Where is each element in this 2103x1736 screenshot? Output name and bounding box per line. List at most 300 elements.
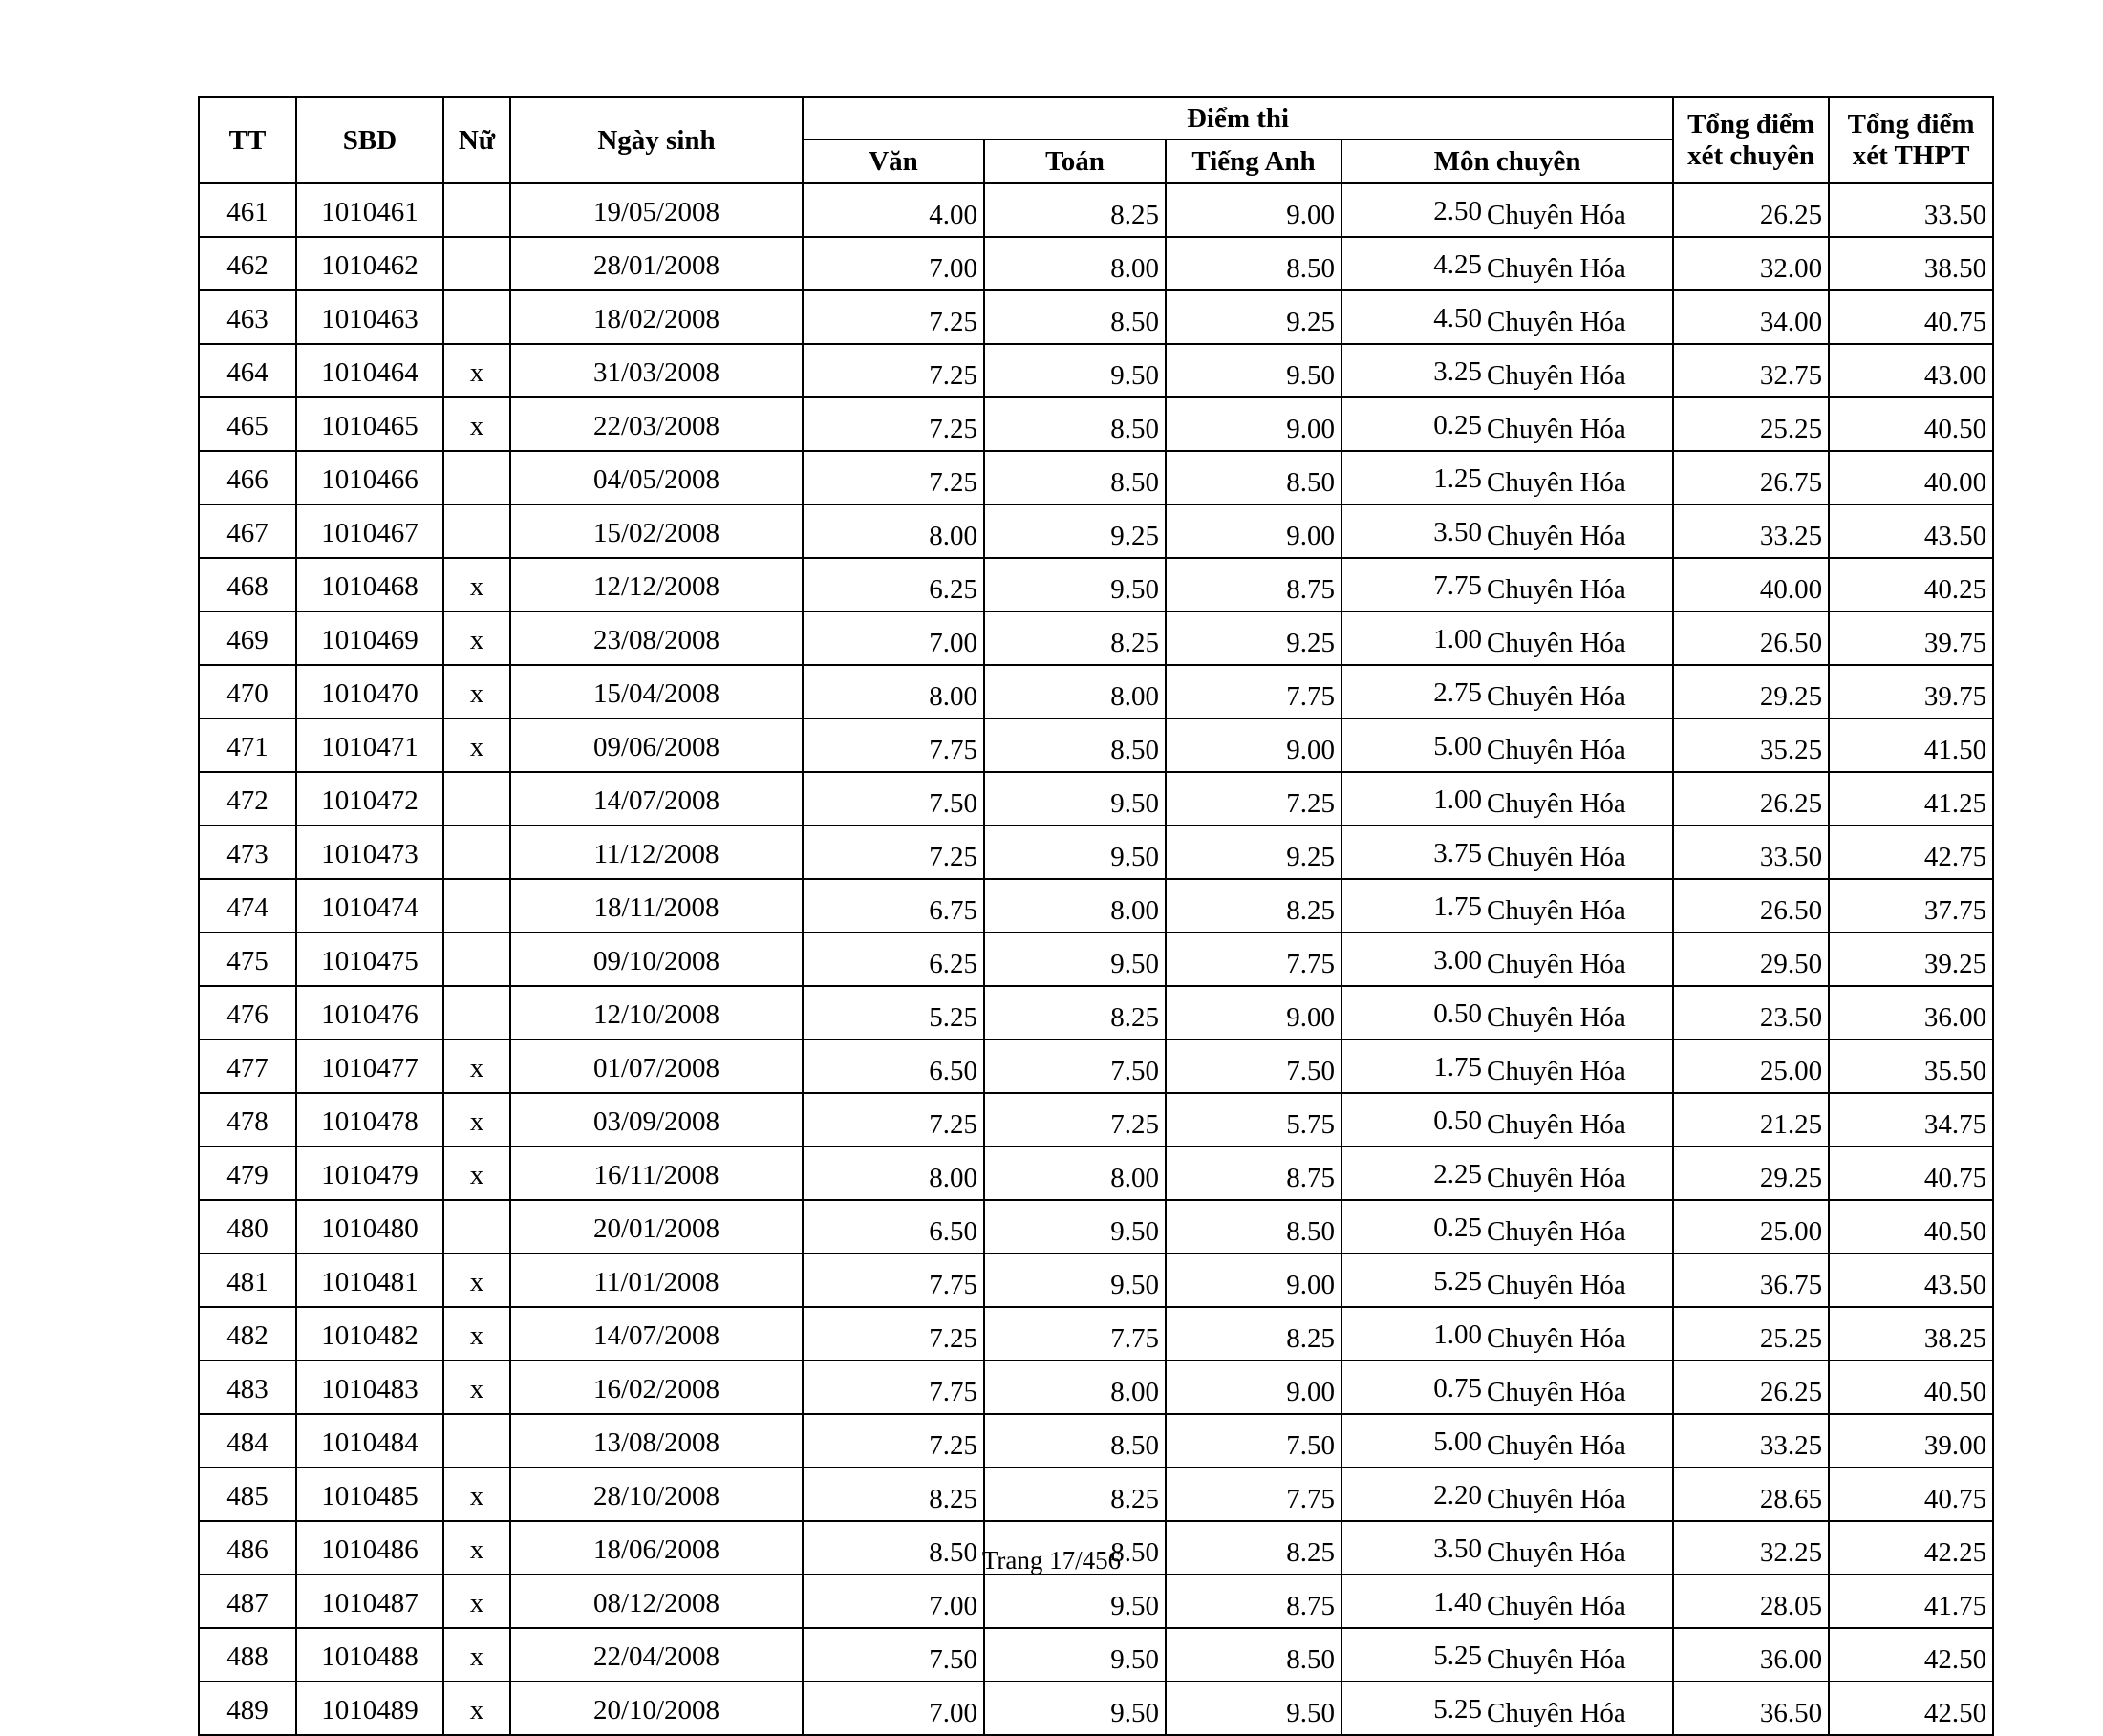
cell-ngay-sinh: 08/12/2008 bbox=[510, 1575, 803, 1628]
cell-toan: 8.50 bbox=[984, 1414, 1166, 1468]
cell-van: 8.00 bbox=[803, 504, 984, 558]
cell-mon-chuyen: Chuyên Hóa bbox=[1484, 1414, 1673, 1468]
cell-tieng-anh: 9.00 bbox=[1166, 1254, 1341, 1307]
cell-tieng-anh: 5.75 bbox=[1166, 1093, 1341, 1147]
cell-mon-chuyen: Chuyên Hóa bbox=[1484, 665, 1673, 718]
cell-toan: 9.50 bbox=[984, 825, 1166, 879]
cell-sbd: 1010480 bbox=[296, 1200, 443, 1254]
cell-tt: 480 bbox=[199, 1200, 296, 1254]
cell-tong-thpt: 39.75 bbox=[1829, 665, 1993, 718]
cell-diem-chuyen: 0.50 bbox=[1341, 986, 1484, 1039]
cell-sbd: 1010470 bbox=[296, 665, 443, 718]
cell-tong-thpt: 39.75 bbox=[1829, 611, 1993, 665]
cell-diem-chuyen: 3.75 bbox=[1341, 825, 1484, 879]
cell-diem-chuyen: 3.25 bbox=[1341, 344, 1484, 397]
cell-tong-chuyen: 26.50 bbox=[1673, 611, 1829, 665]
cell-tieng-anh: 8.25 bbox=[1166, 1307, 1341, 1361]
cell-tong-chuyen: 32.25 bbox=[1673, 1521, 1829, 1575]
cell-diem-chuyen: 1.25 bbox=[1341, 451, 1484, 504]
cell-mon-chuyen: Chuyên Hóa bbox=[1484, 825, 1673, 879]
cell-tt: 463 bbox=[199, 290, 296, 344]
cell-toan: 8.00 bbox=[984, 1147, 1166, 1200]
cell-sbd: 1010482 bbox=[296, 1307, 443, 1361]
cell-tt: 478 bbox=[199, 1093, 296, 1147]
cell-sbd: 1010461 bbox=[296, 183, 443, 237]
cell-toan: 8.00 bbox=[984, 665, 1166, 718]
cell-tong-thpt: 40.00 bbox=[1829, 451, 1993, 504]
cell-ngay-sinh: 18/11/2008 bbox=[510, 879, 803, 932]
cell-toan: 7.75 bbox=[984, 1307, 1166, 1361]
col-header-tong-chuyen: Tổng điểm xét chuyên bbox=[1673, 97, 1829, 183]
cell-toan: 8.50 bbox=[984, 290, 1166, 344]
cell-tong-thpt: 40.75 bbox=[1829, 1147, 1993, 1200]
cell-tong-chuyen: 25.00 bbox=[1673, 1200, 1829, 1254]
cell-tong-thpt: 35.50 bbox=[1829, 1039, 1993, 1093]
cell-ngay-sinh: 22/04/2008 bbox=[510, 1628, 803, 1682]
cell-tong-chuyen: 25.25 bbox=[1673, 397, 1829, 451]
cell-nu: x bbox=[443, 1628, 510, 1682]
table-header bbox=[199, 97, 1993, 183]
cell-diem-chuyen: 1.00 bbox=[1341, 611, 1484, 665]
cell-ngay-sinh: 18/02/2008 bbox=[510, 290, 803, 344]
cell-nu: x bbox=[443, 1361, 510, 1414]
table-row bbox=[199, 344, 1993, 397]
cell-tieng-anh: 9.25 bbox=[1166, 290, 1341, 344]
cell-nu: x bbox=[443, 1682, 510, 1735]
cell-diem-chuyen: 0.25 bbox=[1341, 397, 1484, 451]
cell-van: 7.25 bbox=[803, 825, 984, 879]
cell-tieng-anh: 8.75 bbox=[1166, 1147, 1341, 1200]
cell-sbd: 1010485 bbox=[296, 1468, 443, 1521]
cell-tong-chuyen: 26.25 bbox=[1673, 1361, 1829, 1414]
cell-van: 7.50 bbox=[803, 1628, 984, 1682]
cell-nu bbox=[443, 237, 510, 290]
cell-tong-thpt: 42.50 bbox=[1829, 1628, 1993, 1682]
cell-nu: x bbox=[443, 718, 510, 772]
cell-van: 7.25 bbox=[803, 344, 984, 397]
col-header-ngay-sinh: Ngày sinh bbox=[510, 97, 803, 183]
cell-diem-chuyen: 3.50 bbox=[1341, 1521, 1484, 1575]
cell-nu: x bbox=[443, 1575, 510, 1628]
cell-tieng-anh: 8.50 bbox=[1166, 1200, 1341, 1254]
cell-van: 7.25 bbox=[803, 1307, 984, 1361]
cell-tieng-anh: 7.75 bbox=[1166, 932, 1341, 986]
table-row bbox=[199, 558, 1993, 611]
cell-sbd: 1010473 bbox=[296, 825, 443, 879]
cell-ngay-sinh: 20/10/2008 bbox=[510, 1682, 803, 1735]
cell-diem-chuyen: 3.50 bbox=[1341, 504, 1484, 558]
table-row bbox=[199, 451, 1993, 504]
cell-diem-chuyen: 1.75 bbox=[1341, 1039, 1484, 1093]
cell-nu: x bbox=[443, 397, 510, 451]
cell-tt: 477 bbox=[199, 1039, 296, 1093]
table-row bbox=[199, 183, 1993, 237]
cell-sbd: 1010488 bbox=[296, 1628, 443, 1682]
cell-tong-thpt: 43.50 bbox=[1829, 1254, 1993, 1307]
cell-toan: 9.25 bbox=[984, 504, 1166, 558]
cell-tong-chuyen: 36.50 bbox=[1673, 1682, 1829, 1735]
cell-van: 6.25 bbox=[803, 558, 984, 611]
col-header-tieng-anh: Tiếng Anh bbox=[1166, 139, 1341, 183]
cell-van: 7.75 bbox=[803, 1361, 984, 1414]
table-row bbox=[199, 986, 1993, 1039]
cell-ngay-sinh: 12/12/2008 bbox=[510, 558, 803, 611]
cell-toan: 8.50 bbox=[984, 718, 1166, 772]
cell-tong-thpt: 41.50 bbox=[1829, 718, 1993, 772]
table-row bbox=[199, 718, 1993, 772]
cell-van: 8.50 bbox=[803, 1521, 984, 1575]
cell-nu: x bbox=[443, 665, 510, 718]
cell-ngay-sinh: 31/03/2008 bbox=[510, 344, 803, 397]
cell-tieng-anh: 8.25 bbox=[1166, 1521, 1341, 1575]
cell-nu: x bbox=[443, 1307, 510, 1361]
cell-tieng-anh: 7.75 bbox=[1166, 665, 1341, 718]
cell-tong-thpt: 37.75 bbox=[1829, 879, 1993, 932]
cell-diem-chuyen: 0.50 bbox=[1341, 1093, 1484, 1147]
cell-nu bbox=[443, 986, 510, 1039]
cell-ngay-sinh: 09/10/2008 bbox=[510, 932, 803, 986]
cell-van: 7.75 bbox=[803, 1254, 984, 1307]
cell-tt: 483 bbox=[199, 1361, 296, 1414]
cell-van: 7.00 bbox=[803, 1682, 984, 1735]
cell-ngay-sinh: 19/05/2008 bbox=[510, 183, 803, 237]
cell-tt: 472 bbox=[199, 772, 296, 825]
cell-sbd: 1010476 bbox=[296, 986, 443, 1039]
cell-tong-chuyen: 32.00 bbox=[1673, 237, 1829, 290]
cell-tong-thpt: 41.75 bbox=[1829, 1575, 1993, 1628]
cell-tong-chuyen: 26.50 bbox=[1673, 879, 1829, 932]
cell-mon-chuyen: Chuyên Hóa bbox=[1484, 183, 1673, 237]
col-header-mon-chuyen: Môn chuyên bbox=[1341, 139, 1673, 183]
cell-toan: 9.50 bbox=[984, 344, 1166, 397]
cell-sbd: 1010484 bbox=[296, 1414, 443, 1468]
cell-tt: 468 bbox=[199, 558, 296, 611]
cell-diem-chuyen: 5.00 bbox=[1341, 1414, 1484, 1468]
cell-tong-chuyen: 32.75 bbox=[1673, 344, 1829, 397]
cell-sbd: 1010474 bbox=[296, 879, 443, 932]
cell-toan: 8.00 bbox=[984, 879, 1166, 932]
cell-van: 6.75 bbox=[803, 879, 984, 932]
cell-mon-chuyen: Chuyên Hóa bbox=[1484, 237, 1673, 290]
col-group-diem-thi: Điểm thi bbox=[803, 97, 1673, 139]
cell-tt: 471 bbox=[199, 718, 296, 772]
cell-tieng-anh: 9.25 bbox=[1166, 611, 1341, 665]
cell-tong-thpt: 42.50 bbox=[1829, 1682, 1993, 1735]
cell-mon-chuyen: Chuyên Hóa bbox=[1484, 558, 1673, 611]
cell-van: 8.00 bbox=[803, 665, 984, 718]
cell-nu: x bbox=[443, 344, 510, 397]
cell-ngay-sinh: 09/06/2008 bbox=[510, 718, 803, 772]
cell-toan: 9.50 bbox=[984, 772, 1166, 825]
cell-tong-thpt: 40.25 bbox=[1829, 558, 1993, 611]
cell-tong-chuyen: 35.25 bbox=[1673, 718, 1829, 772]
cell-nu: x bbox=[443, 1521, 510, 1575]
cell-tong-chuyen: 34.00 bbox=[1673, 290, 1829, 344]
cell-ngay-sinh: 14/07/2008 bbox=[510, 772, 803, 825]
cell-toan: 9.50 bbox=[984, 1575, 1166, 1628]
cell-van: 5.25 bbox=[803, 986, 984, 1039]
cell-tong-chuyen: 29.50 bbox=[1673, 932, 1829, 986]
cell-sbd: 1010477 bbox=[296, 1039, 443, 1093]
cell-sbd: 1010489 bbox=[296, 1682, 443, 1735]
cell-tt: 465 bbox=[199, 397, 296, 451]
cell-tt: 479 bbox=[199, 1147, 296, 1200]
cell-nu bbox=[443, 825, 510, 879]
cell-diem-chuyen: 0.75 bbox=[1341, 1361, 1484, 1414]
cell-tieng-anh: 7.25 bbox=[1166, 772, 1341, 825]
cell-diem-chuyen: 7.75 bbox=[1341, 558, 1484, 611]
cell-sbd: 1010465 bbox=[296, 397, 443, 451]
cell-sbd: 1010483 bbox=[296, 1361, 443, 1414]
cell-tieng-anh: 9.00 bbox=[1166, 183, 1341, 237]
cell-tieng-anh: 9.00 bbox=[1166, 504, 1341, 558]
cell-tong-thpt: 43.50 bbox=[1829, 504, 1993, 558]
cell-diem-chuyen: 3.00 bbox=[1341, 932, 1484, 986]
cell-nu: x bbox=[443, 1147, 510, 1200]
cell-mon-chuyen: Chuyên Hóa bbox=[1484, 611, 1673, 665]
cell-mon-chuyen: Chuyên Hóa bbox=[1484, 344, 1673, 397]
cell-toan: 9.50 bbox=[984, 1682, 1166, 1735]
cell-toan: 9.50 bbox=[984, 932, 1166, 986]
cell-diem-chuyen: 5.00 bbox=[1341, 718, 1484, 772]
cell-tong-chuyen: 33.25 bbox=[1673, 1414, 1829, 1468]
cell-tt: 462 bbox=[199, 237, 296, 290]
cell-tt: 487 bbox=[199, 1575, 296, 1628]
cell-sbd: 1010466 bbox=[296, 451, 443, 504]
cell-mon-chuyen: Chuyên Hóa bbox=[1484, 1093, 1673, 1147]
cell-tong-thpt: 40.75 bbox=[1829, 290, 1993, 344]
cell-tong-thpt: 40.50 bbox=[1829, 1361, 1993, 1414]
cell-tong-thpt: 40.75 bbox=[1829, 1468, 1993, 1521]
table-row bbox=[199, 611, 1993, 665]
cell-van: 6.50 bbox=[803, 1039, 984, 1093]
cell-sbd: 1010464 bbox=[296, 344, 443, 397]
cell-ngay-sinh: 11/01/2008 bbox=[510, 1254, 803, 1307]
cell-tieng-anh: 8.25 bbox=[1166, 879, 1341, 932]
cell-van: 7.00 bbox=[803, 611, 984, 665]
table-row bbox=[199, 1575, 1993, 1628]
cell-tong-thpt: 41.25 bbox=[1829, 772, 1993, 825]
cell-tong-thpt: 40.50 bbox=[1829, 1200, 1993, 1254]
cell-toan: 7.50 bbox=[984, 1039, 1166, 1093]
cell-mon-chuyen: Chuyên Hóa bbox=[1484, 1200, 1673, 1254]
cell-nu bbox=[443, 1414, 510, 1468]
table-row bbox=[199, 1307, 1993, 1361]
table-row bbox=[199, 879, 1993, 932]
table-row bbox=[199, 1039, 1993, 1093]
col-header-tong-thpt: Tổng điểm xét THPT bbox=[1829, 97, 1993, 183]
cell-toan: 7.25 bbox=[984, 1093, 1166, 1147]
cell-tieng-anh: 9.25 bbox=[1166, 825, 1341, 879]
cell-ngay-sinh: 01/07/2008 bbox=[510, 1039, 803, 1093]
cell-nu bbox=[443, 451, 510, 504]
cell-tong-chuyen: 21.25 bbox=[1673, 1093, 1829, 1147]
cell-toan: 8.25 bbox=[984, 986, 1166, 1039]
cell-tong-chuyen: 28.05 bbox=[1673, 1575, 1829, 1628]
cell-nu: x bbox=[443, 1254, 510, 1307]
cell-tt: 473 bbox=[199, 825, 296, 879]
cell-tieng-anh: 9.00 bbox=[1166, 986, 1341, 1039]
cell-tong-chuyen: 40.00 bbox=[1673, 558, 1829, 611]
cell-diem-chuyen: 2.50 bbox=[1341, 183, 1484, 237]
cell-tong-thpt: 42.25 bbox=[1829, 1521, 1993, 1575]
cell-diem-chuyen: 1.00 bbox=[1341, 1307, 1484, 1361]
cell-mon-chuyen: Chuyên Hóa bbox=[1484, 1628, 1673, 1682]
cell-diem-chuyen: 4.50 bbox=[1341, 290, 1484, 344]
cell-ngay-sinh: 04/05/2008 bbox=[510, 451, 803, 504]
table-row bbox=[199, 825, 1993, 879]
cell-tt: 474 bbox=[199, 879, 296, 932]
col-header-tt: TT bbox=[199, 97, 296, 183]
cell-van: 7.25 bbox=[803, 290, 984, 344]
cell-tieng-anh: 9.00 bbox=[1166, 1361, 1341, 1414]
cell-van: 6.25 bbox=[803, 932, 984, 986]
cell-ngay-sinh: 18/06/2008 bbox=[510, 1521, 803, 1575]
cell-ngay-sinh: 14/07/2008 bbox=[510, 1307, 803, 1361]
table-row bbox=[199, 397, 1993, 451]
cell-mon-chuyen: Chuyên Hóa bbox=[1484, 986, 1673, 1039]
cell-van: 7.00 bbox=[803, 1575, 984, 1628]
cell-tt: 485 bbox=[199, 1468, 296, 1521]
cell-mon-chuyen: Chuyên Hóa bbox=[1484, 1147, 1673, 1200]
cell-tong-chuyen: 28.65 bbox=[1673, 1468, 1829, 1521]
cell-ngay-sinh: 20/01/2008 bbox=[510, 1200, 803, 1254]
cell-sbd: 1010478 bbox=[296, 1093, 443, 1147]
table-row bbox=[199, 932, 1993, 986]
table-row bbox=[199, 290, 1993, 344]
results-table bbox=[198, 96, 1994, 1736]
cell-diem-chuyen: 1.40 bbox=[1341, 1575, 1484, 1628]
cell-tong-chuyen: 33.50 bbox=[1673, 825, 1829, 879]
cell-tong-thpt: 34.75 bbox=[1829, 1093, 1993, 1147]
table-row bbox=[199, 772, 1993, 825]
cell-diem-chuyen: 2.75 bbox=[1341, 665, 1484, 718]
cell-tieng-anh: 9.50 bbox=[1166, 1682, 1341, 1735]
cell-diem-chuyen: 5.25 bbox=[1341, 1628, 1484, 1682]
cell-van: 7.00 bbox=[803, 237, 984, 290]
cell-van: 6.50 bbox=[803, 1200, 984, 1254]
cell-tieng-anh: 7.75 bbox=[1166, 1468, 1341, 1521]
cell-mon-chuyen: Chuyên Hóa bbox=[1484, 879, 1673, 932]
cell-toan: 9.50 bbox=[984, 1628, 1166, 1682]
cell-sbd: 1010471 bbox=[296, 718, 443, 772]
cell-tt: 467 bbox=[199, 504, 296, 558]
cell-ngay-sinh: 28/10/2008 bbox=[510, 1468, 803, 1521]
cell-tieng-anh: 8.50 bbox=[1166, 237, 1341, 290]
col-header-sbd: SBD bbox=[296, 97, 443, 183]
cell-sbd: 1010486 bbox=[296, 1521, 443, 1575]
cell-mon-chuyen: Chuyên Hóa bbox=[1484, 1521, 1673, 1575]
cell-sbd: 1010472 bbox=[296, 772, 443, 825]
cell-sbd: 1010468 bbox=[296, 558, 443, 611]
cell-tong-chuyen: 26.75 bbox=[1673, 451, 1829, 504]
cell-tieng-anh: 7.50 bbox=[1166, 1039, 1341, 1093]
cell-tong-thpt: 39.25 bbox=[1829, 932, 1993, 986]
cell-tt: 464 bbox=[199, 344, 296, 397]
cell-tong-thpt: 33.50 bbox=[1829, 183, 1993, 237]
cell-mon-chuyen: Chuyên Hóa bbox=[1484, 1682, 1673, 1735]
cell-nu: x bbox=[443, 1039, 510, 1093]
cell-tong-chuyen: 23.50 bbox=[1673, 986, 1829, 1039]
cell-toan: 8.50 bbox=[984, 1521, 1166, 1575]
cell-van: 7.50 bbox=[803, 772, 984, 825]
cell-tieng-anh: 9.50 bbox=[1166, 344, 1341, 397]
cell-tong-chuyen: 25.00 bbox=[1673, 1039, 1829, 1093]
cell-nu bbox=[443, 290, 510, 344]
table-row bbox=[199, 1254, 1993, 1307]
cell-tong-chuyen: 26.25 bbox=[1673, 772, 1829, 825]
table-row bbox=[199, 1147, 1993, 1200]
table-row bbox=[199, 1414, 1993, 1468]
cell-tieng-anh: 9.00 bbox=[1166, 397, 1341, 451]
cell-nu: x bbox=[443, 1468, 510, 1521]
cell-ngay-sinh: 12/10/2008 bbox=[510, 986, 803, 1039]
table-row bbox=[199, 665, 1993, 718]
cell-nu bbox=[443, 772, 510, 825]
cell-nu bbox=[443, 183, 510, 237]
cell-tieng-anh: 8.75 bbox=[1166, 1575, 1341, 1628]
cell-tieng-anh: 8.50 bbox=[1166, 451, 1341, 504]
cell-toan: 8.00 bbox=[984, 237, 1166, 290]
cell-sbd: 1010487 bbox=[296, 1575, 443, 1628]
cell-mon-chuyen: Chuyên Hóa bbox=[1484, 1468, 1673, 1521]
cell-toan: 8.25 bbox=[984, 611, 1166, 665]
col-header-nu: Nữ bbox=[443, 97, 510, 183]
cell-diem-chuyen: 1.00 bbox=[1341, 772, 1484, 825]
cell-tong-thpt: 43.00 bbox=[1829, 344, 1993, 397]
cell-sbd: 1010475 bbox=[296, 932, 443, 986]
cell-toan: 8.25 bbox=[984, 1468, 1166, 1521]
cell-sbd: 1010469 bbox=[296, 611, 443, 665]
cell-tong-chuyen: 26.25 bbox=[1673, 183, 1829, 237]
cell-toan: 8.25 bbox=[984, 183, 1166, 237]
cell-ngay-sinh: 28/01/2008 bbox=[510, 237, 803, 290]
cell-nu bbox=[443, 879, 510, 932]
cell-mon-chuyen: Chuyên Hóa bbox=[1484, 932, 1673, 986]
cell-ngay-sinh: 15/04/2008 bbox=[510, 665, 803, 718]
cell-tt: 466 bbox=[199, 451, 296, 504]
table-row bbox=[199, 1200, 1993, 1254]
cell-diem-chuyen: 2.20 bbox=[1341, 1468, 1484, 1521]
cell-tieng-anh: 8.50 bbox=[1166, 1628, 1341, 1682]
cell-van: 7.25 bbox=[803, 397, 984, 451]
cell-ngay-sinh: 03/09/2008 bbox=[510, 1093, 803, 1147]
cell-nu: x bbox=[443, 558, 510, 611]
cell-diem-chuyen: 4.25 bbox=[1341, 237, 1484, 290]
cell-nu bbox=[443, 932, 510, 986]
cell-tong-thpt: 36.00 bbox=[1829, 986, 1993, 1039]
cell-mon-chuyen: Chuyên Hóa bbox=[1484, 397, 1673, 451]
cell-tong-chuyen: 29.25 bbox=[1673, 665, 1829, 718]
cell-nu: x bbox=[443, 1093, 510, 1147]
cell-toan: 9.50 bbox=[984, 1200, 1166, 1254]
cell-tong-thpt: 38.25 bbox=[1829, 1307, 1993, 1361]
cell-tieng-anh: 7.50 bbox=[1166, 1414, 1341, 1468]
cell-ngay-sinh: 11/12/2008 bbox=[510, 825, 803, 879]
cell-tt: 486 bbox=[199, 1521, 296, 1575]
cell-ngay-sinh: 15/02/2008 bbox=[510, 504, 803, 558]
cell-mon-chuyen: Chuyên Hóa bbox=[1484, 1307, 1673, 1361]
cell-tong-thpt: 42.75 bbox=[1829, 825, 1993, 879]
cell-diem-chuyen: 2.25 bbox=[1341, 1147, 1484, 1200]
cell-mon-chuyen: Chuyên Hóa bbox=[1484, 1254, 1673, 1307]
cell-tt: 482 bbox=[199, 1307, 296, 1361]
cell-ngay-sinh: 13/08/2008 bbox=[510, 1414, 803, 1468]
cell-mon-chuyen: Chuyên Hóa bbox=[1484, 451, 1673, 504]
table-row bbox=[199, 1468, 1993, 1521]
cell-mon-chuyen: Chuyên Hóa bbox=[1484, 1361, 1673, 1414]
cell-toan: 9.50 bbox=[984, 1254, 1166, 1307]
